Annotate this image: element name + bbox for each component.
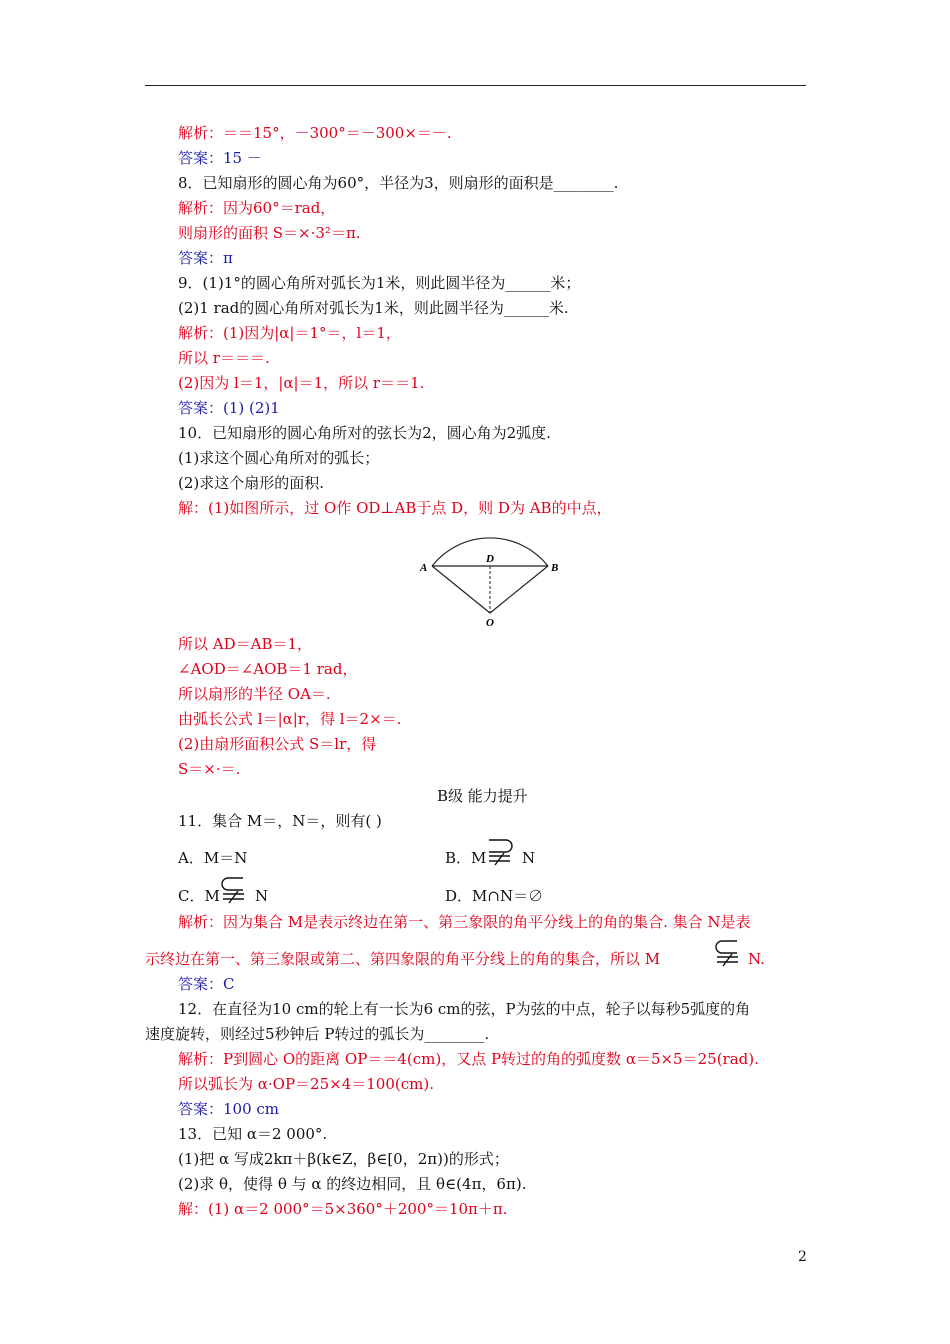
text-line: 由弧长公式 l＝|α|r，得 l＝2×＝. [178,710,402,728]
text-line: A．M＝N [178,849,248,867]
label-d: D [486,553,494,565]
radius-ob [490,566,548,613]
text-line: 12．在直径为10 cm的轮上有一长为6 cm的弦，P为弦的中点，轮子以每秒5弧度的角 [178,1000,751,1018]
text-line: 解析：因为60°＝rad， [178,199,336,217]
text-line: 所以 AD＝AB＝1， [178,635,313,653]
text-line: 解：(1)如图所示，过 O作 OD⊥AB于点 D，则 D为 AB的中点， [178,499,612,517]
text-line: (2)求 θ，使得 θ 与 α 的终边相同，且 θ∈(4π，6π). [178,1175,527,1193]
text-line: B．M [445,849,487,867]
text-line: 10．已知扇形的圆心角所对的弦长为2，圆心角为2弧度. [178,424,551,442]
subsetneq-symbol-c [219,874,249,904]
text-line: 所以 r＝＝＝. [178,349,270,367]
text-line: (2)因为 l＝1，|α|＝1，所以 r＝＝1. [178,374,425,392]
text-line: B级 能力提升 [437,787,528,805]
text-line: 答案：100 cm [178,1100,280,1118]
label-a: A [420,562,428,574]
text-line: 13．已知 α＝2 000°. [178,1125,328,1143]
text-line: N [522,849,536,867]
text-line: 速度旋转，则经过5秒钟后 P转过的弧长为________. [145,1025,490,1043]
text-line: 8．已知扇形的圆心角为60°，半径为3，则扇形的面积是________. [178,174,619,192]
text-line: 解析：＝＝15°，－300°＝－300×＝－. [178,124,452,142]
text-line: S＝×·＝. [178,760,241,778]
subsetneq-symbol-answer [713,937,743,967]
text-line: N [255,887,269,905]
text-line: (2)求这个扇形的面积. [178,474,325,492]
text-line: (2)1 rad的圆心角所对弧长为1米，则此圆半径为______米. [178,299,569,317]
text-line: C．M [178,887,220,905]
radius-oa [432,566,490,613]
sector-diagram [410,525,570,635]
label-o: O [486,617,494,629]
text-line: 答案：π [178,249,233,267]
text-line: (2)由扇形面积公式 S＝lr，得 [178,735,377,753]
text-line: 所以弧长为 α·OP＝25×4＝100(cm). [178,1075,434,1093]
text-line: 9．(1)1°的圆心角所对弧长为1米，则此圆半径为______米； [178,274,581,292]
supsetneq-symbol-b [486,836,516,866]
text-line: 解析：因为集合 M是表示终边在第一、第三象限的角平分线上的角的集合. 集合 N是表 [178,913,751,931]
text-line: ∠AOD＝∠AOB＝1 rad， [178,660,358,678]
text-line: 解析：P到圆心 O的距离 OP＝＝4(cm)，又点 P转过的角的弧度数 α＝5×5＝25(rad). [178,1050,759,1068]
text-line: (1)求这个圆心角所对的弧长； [178,449,380,467]
label-b: B [551,562,559,574]
text-line: 解析：(1)因为|α|＝1°＝，l＝1， [178,324,401,342]
text-line: 所以扇形的半径 OA＝. [178,685,331,703]
text-line: (1)把 α 写成2kπ＋β(k∈Z，β∈[0，2π))的形式； [178,1150,509,1168]
text-line: N. [748,950,765,968]
text-line: D．M∩N＝∅ [445,887,544,905]
text-line: 答案：(1) (2)1 [178,399,280,417]
text-line: 则扇形的面积 S＝×·3²＝π. [178,224,361,242]
text-line: 答案：15 － [178,149,262,167]
page-number: 2 [798,1249,807,1265]
text-line: 11．集合 M＝，N＝，则有( ) [178,812,382,830]
text-line: 示终边在第一、第三象限或第二、第四象限的角平分线上的角的集合，所以 M [145,950,661,968]
header-rule [145,85,806,86]
text-line: 解：(1) α＝2 000°＝5×360°＋200°＝10π＋π. [178,1200,508,1218]
text-line: 答案：C [178,975,235,993]
